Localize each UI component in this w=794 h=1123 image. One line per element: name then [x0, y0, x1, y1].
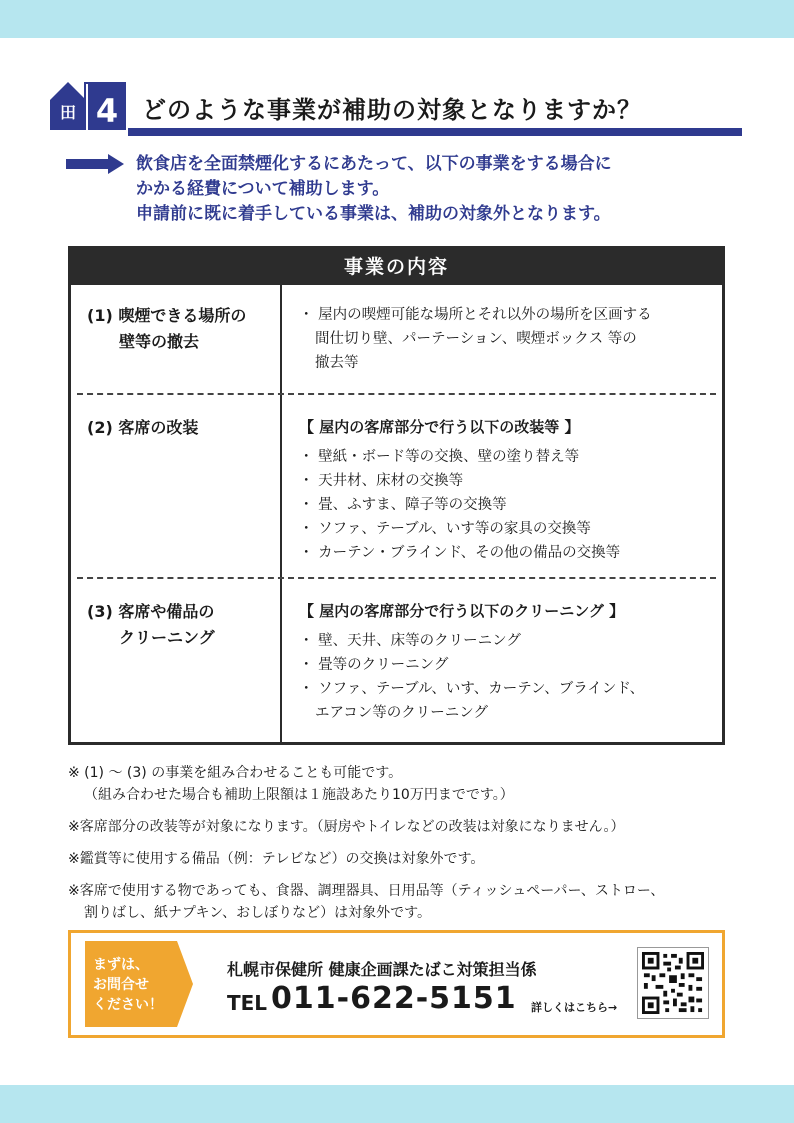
- note-line: 割りばし、紙ナプキン、おしぼりなど）は対象外です。: [84, 905, 432, 921]
- notes: [68, 762, 664, 934]
- intro-line: 飲食店を全面禁煙化するにあたって、以下の事業をする場合に: [136, 154, 612, 174]
- qr-code-icon[interactable]: [637, 947, 709, 1019]
- list-item-cont: エアコン等のクリーニング: [315, 705, 488, 721]
- list-item: ・ カーテン・ブラインド、その他の備品の交換等: [299, 545, 621, 561]
- list-item: ・ ソファ、テーブル、いす等の家具の交換等: [299, 521, 591, 537]
- cta-text: [93, 955, 163, 1015]
- house-icon: [48, 80, 128, 132]
- note: [68, 816, 664, 838]
- note-line: ※客席部分の改装等が対象になります。（厨房やトイレなどの改装は対象になりません。）: [68, 819, 625, 835]
- list-item: ・ 壁、天井、床等のクリーニング: [299, 633, 521, 649]
- list-item: ・ 屋内の喫煙可能な場所とそれ以外の場所を区画する: [299, 307, 652, 323]
- row-label: [87, 599, 215, 651]
- header-rule: [128, 128, 742, 136]
- row-content: [299, 303, 652, 375]
- intro-line: かかる経費について補助します。: [136, 179, 390, 199]
- row-label-line: (3) 客席や備品の: [87, 602, 215, 621]
- cta-line: ください！: [93, 997, 163, 1013]
- house-glyph: 田: [59, 103, 77, 122]
- note-line: ※客席で使用する物であっても、食器、調理器具、日用品等（ティッシュペーパー、ストロー、: [68, 883, 665, 899]
- row-content: [299, 415, 620, 565]
- note-line: ※鑑賞等に使用する備品（例：テレビなど）の交換は対象外です。: [68, 851, 485, 867]
- list-item-cont: 撤去等: [315, 355, 359, 371]
- table-row: [71, 581, 722, 742]
- row-content-header: 【 屋内の客席部分で行う以下の改装等 】: [299, 418, 580, 436]
- bottom-band: [0, 1085, 794, 1123]
- section-number: 4: [95, 92, 119, 130]
- table-row: [71, 397, 722, 579]
- list-item: ・ ソファ、テーブル、いす、カーテン、ブラインド、: [299, 681, 645, 697]
- cta-line: お問合せ: [93, 977, 149, 993]
- department-name: 札幌市保健所 健康企画課たばこ対策担当係: [227, 960, 537, 979]
- cta-line: まずは、: [93, 957, 149, 973]
- note-line: ※ (1) ～ (3) の事業を組み合わせることも可能です。: [68, 765, 403, 781]
- note: [68, 880, 664, 924]
- intro-text: [136, 152, 612, 227]
- row-label-line: (1) 喫煙できる場所の: [87, 306, 247, 325]
- top-band: [0, 0, 794, 38]
- page-title: どのような事業が補助の対象となりますか？: [142, 96, 642, 124]
- arrow-right-icon: [66, 154, 124, 174]
- row-label-line: クリーニング: [119, 628, 215, 647]
- table-row: [71, 285, 722, 395]
- row-label: [87, 415, 198, 441]
- intro-line: 申請前に既に着手している事業は、補助の対象外となります。: [136, 204, 611, 224]
- table-heading: 事業の内容: [71, 249, 722, 285]
- tel-label: TEL: [227, 991, 268, 1015]
- note: [68, 848, 664, 870]
- row-content-header: 【 屋内の客席部分で行う以下のクリーニング 】: [299, 602, 625, 620]
- row-label-line: 壁等の撤去: [119, 332, 200, 351]
- tel-number[interactable]: 011-622-5151: [271, 981, 517, 1016]
- dashed-divider: [77, 393, 716, 395]
- contact-box: [68, 930, 725, 1038]
- note: [68, 762, 664, 806]
- note-line: （組み合わせた場合も補助上限額は１施設あたり10万円までです。）: [84, 787, 514, 803]
- project-table: [68, 246, 725, 745]
- details-link[interactable]: 詳しくはこちら→: [531, 1001, 618, 1014]
- list-item: ・ 壁紙・ボード等の交換、壁の塗り替え等: [299, 449, 580, 465]
- list-item: ・ 天井材、床材の交換等: [299, 473, 464, 489]
- row-content: [299, 599, 644, 725]
- row-label: [87, 303, 246, 355]
- dashed-divider: [77, 577, 716, 579]
- list-item: ・ 畳、ふすま、障子等の交換等: [299, 497, 507, 513]
- row-label-line: (2) 客席の改装: [87, 418, 199, 437]
- list-item: ・ 畳等のクリーニング: [299, 657, 449, 673]
- list-item-cont: 間仕切り壁、パーテーション、喫煙ボックス 等の: [315, 331, 637, 347]
